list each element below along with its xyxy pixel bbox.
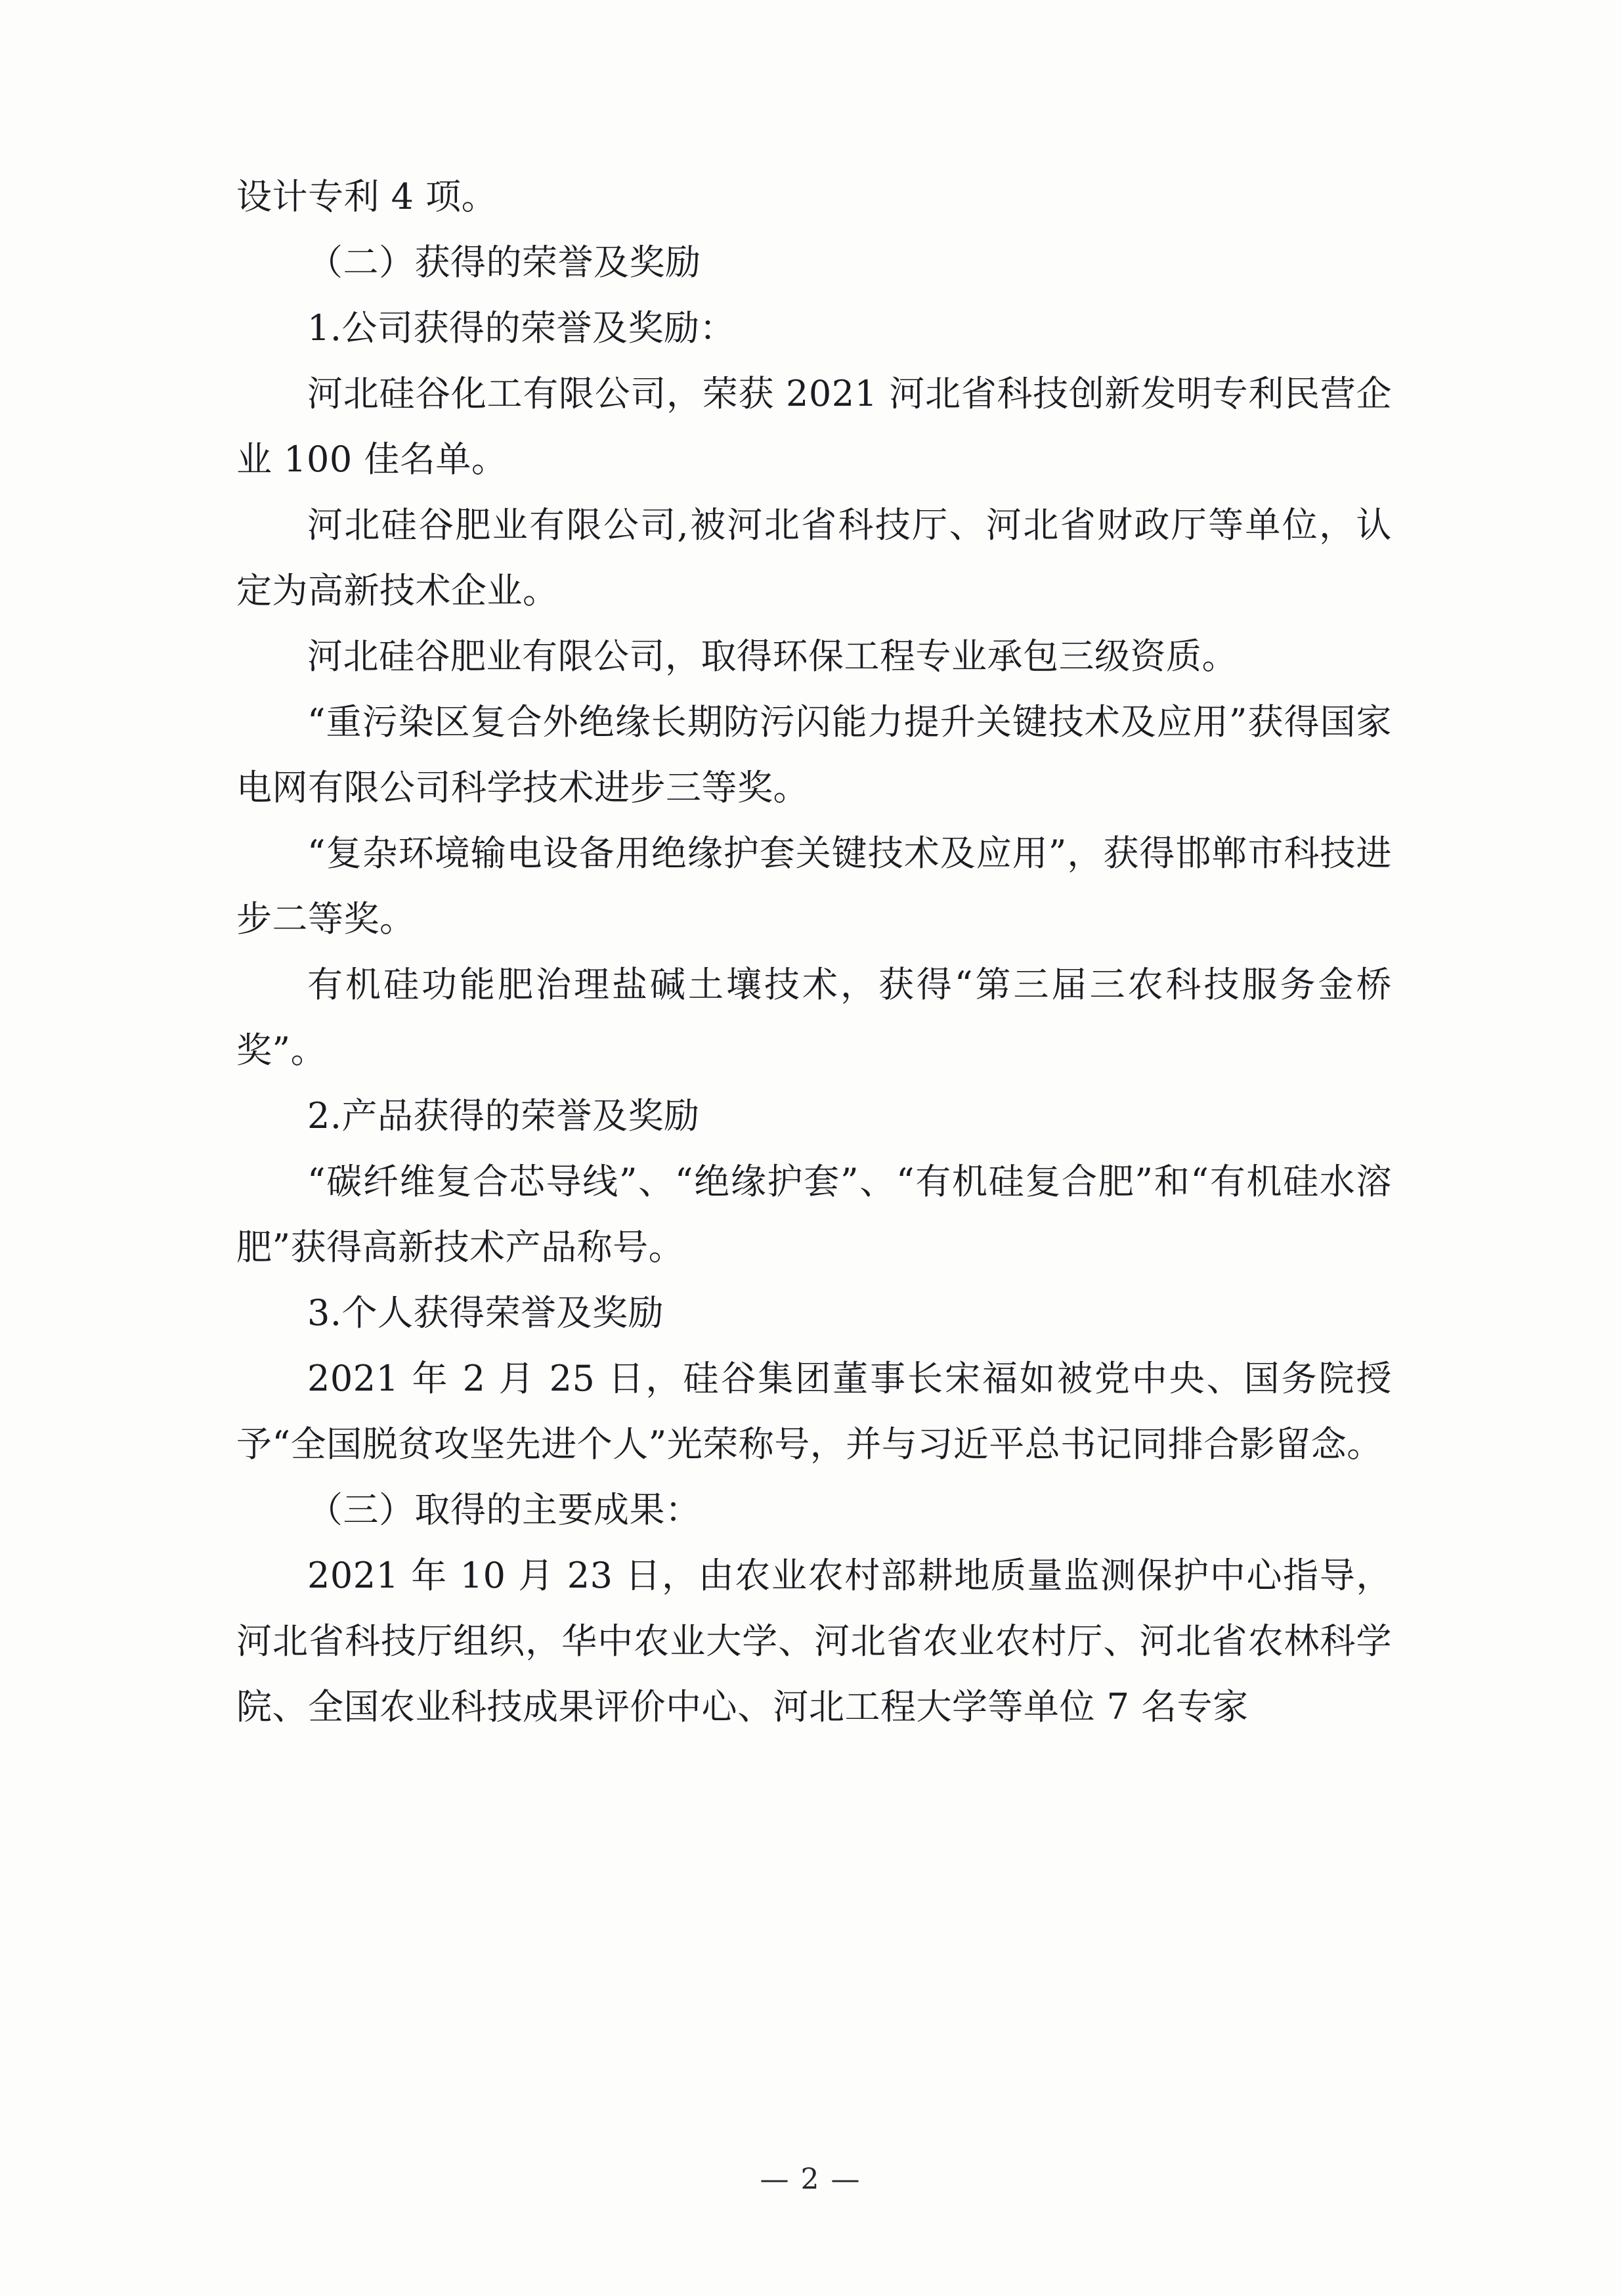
paragraph-section-heading: （二）获得的荣誉及奖励	[307, 242, 701, 283]
paragraph-subheading: 1.公司获得的荣誉及奖励：	[307, 307, 736, 349]
paragraph-section-heading: （三）取得的主要成果：	[307, 1489, 701, 1530]
paragraph: “复杂环境输电设备用绝缘护套关键技术及应用”，获得邯郸市科技进步二等奖。	[236, 833, 1392, 940]
paragraph: 设计专利 4 项。	[236, 176, 498, 217]
paragraph: 有机硅功能肥治理盐碱土壤技术，获得“第三届三农科技服务金桥奖”。	[236, 964, 1392, 1071]
paragraph: 2021 年 10 月 23 日，由农业农村部耕地质量监测保护中心指导，河北省科技厅组织，华中农业大学、河北省农业农村厅、河北省农林科学院、全国农业科技成果评价中心、河北工程大学等单位 7 名专家	[236, 1555, 1392, 1727]
paragraph: “碳纤维复合芯导线”、“绝缘护套”、“有机硅复合肥”和“有机硅水溶肥”获得高新技术产品称号。	[236, 1161, 1392, 1268]
paragraph: 河北硅谷肥业有限公司，取得环保工程专业承包三级资质。	[307, 636, 1238, 677]
paragraph: “重污染区复合外绝缘长期防污闪能力提升关键技术及应用”获得国家电网有限公司科学技术进步三等奖。	[236, 701, 1392, 808]
paragraph-subheading: 3.个人获得荣誉及奖励	[307, 1292, 664, 1333]
paragraph-subheading: 2.产品获得的荣誉及奖励	[307, 1095, 700, 1137]
page-number: — 2 —	[760, 2163, 861, 2196]
paragraph: 2021 年 2 月 25 日，硅谷集团董事长宋福如被党中央、国务院授予“全国脱贫攻坚先进个人”光荣称号，并与习近平总书记同排合影留念。	[236, 1358, 1392, 1465]
page-body	[236, 164, 1392, 1740]
paragraph: 河北硅谷化工有限公司，荣获 2021 河北省科技创新发明专利民营企业 100 佳名单。	[236, 373, 1392, 480]
paragraph: 河北硅谷肥业有限公司,被河北省科技厅、河北省财政厅等单位，认定为高新技术企业。	[236, 504, 1392, 611]
